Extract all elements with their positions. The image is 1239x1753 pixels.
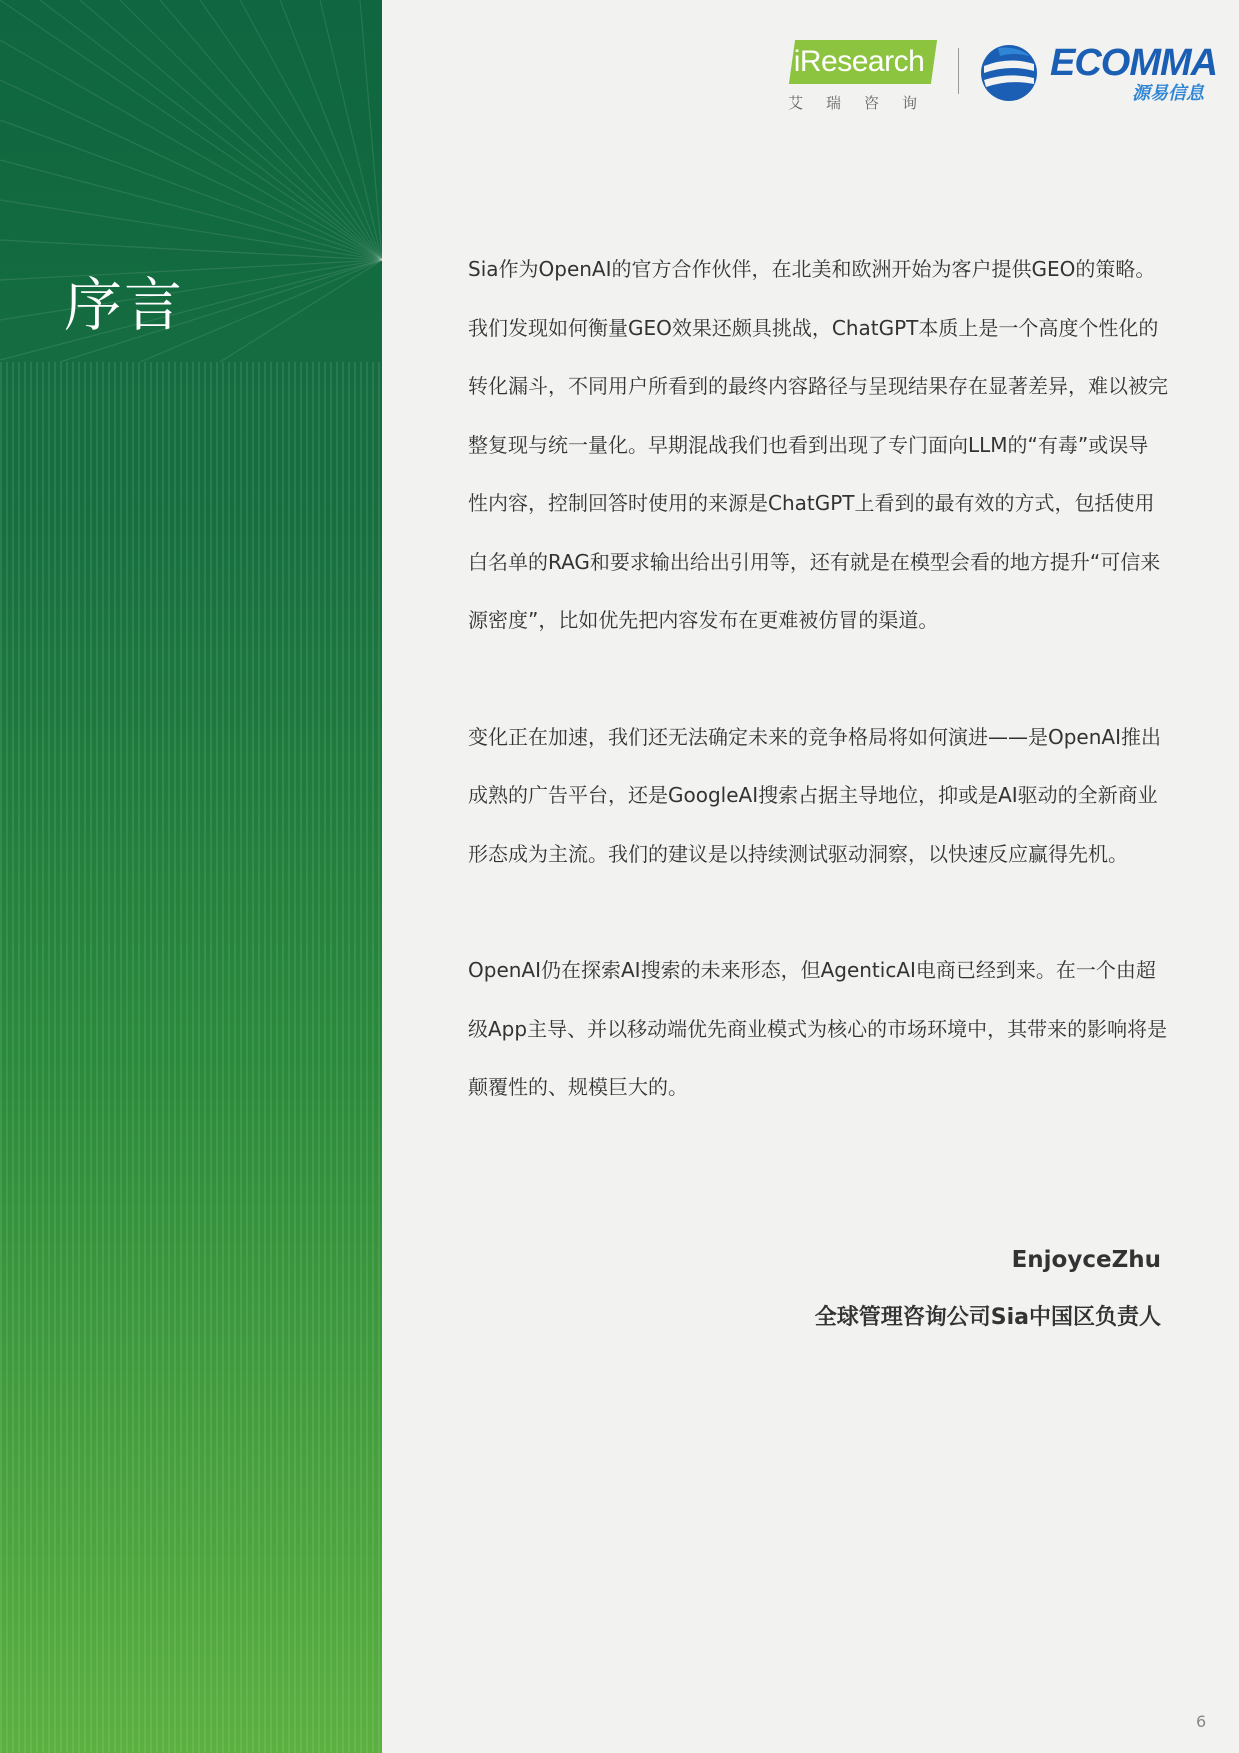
sidebar-panel [0, 0, 382, 1753]
signature-name: EnjoyceZhu [1011, 1247, 1161, 1273]
page-number: 6 [1196, 1712, 1207, 1731]
logo-divider [958, 48, 959, 94]
decorative-stripes [0, 362, 382, 1753]
preface-paragraph: Sia作为OpenAI的官方合作伙伴，在北美和欧洲开始为客户提供GEO的策略。我们发现如何衡量GEO效果还颇具挑战，ChatGPT本质上是一个高度个性化的转化漏斗，不同用户所看到的最终内容路径与呈现结果存在显著差异，难以被完整复现与统一量化。早期混战我们也看到出现了专门面向LLM的“有毒”或误导性内容，控制回答时使用的来源是ChatGPT上看到的最有效的方式，包括使用白名单的RAG和要求输出给出引用等，还有就是在模型会看的地方提升“可信来源密度”，比如优先把内容发布在更难被仿冒的渠道。 [468, 257, 1168, 632]
preface-body [468, 240, 1168, 1175]
ecomma-globe-icon [978, 42, 1040, 104]
signature-title: 全球管理咨询公司Sia中国区负责人 [814, 1305, 1161, 1330]
signature-block [815, 1238, 1161, 1340]
iresearch-logo [784, 38, 944, 118]
ecomma-logo-text: ECOMMA [1050, 42, 1218, 84]
page-title: 序言 [64, 271, 185, 339]
preface-paragraph: 变化正在加速，我们还无法确定未来的竞争格局将如何演进——是OpenAI推出成熟的广告平台，还是GoogleAI搜索占据主导地位，抑或是AI驱动的全新商业形态成为主流。我们的建议是以持续测试驱动洞察，以快速反应赢得先机。 [468, 724, 1161, 866]
ecomma-logo [978, 40, 1218, 110]
iresearch-logo-text: iResearch [793, 45, 925, 78]
ecomma-logo-subtitle: 源易信息 [1132, 83, 1204, 104]
iresearch-logo-subtitle: 艾瑞咨询 [788, 94, 941, 112]
preface-paragraph: OpenAI仍在探索AI搜索的未来形态，但AgenticAI电商已经到来。在一个由超级App主导、并以移动端优先商业模式为核心的市场环境中，其带来的影响将是颠覆性的、规模巨大的。 [468, 958, 1168, 1099]
decorative-rays [0, 0, 382, 362]
